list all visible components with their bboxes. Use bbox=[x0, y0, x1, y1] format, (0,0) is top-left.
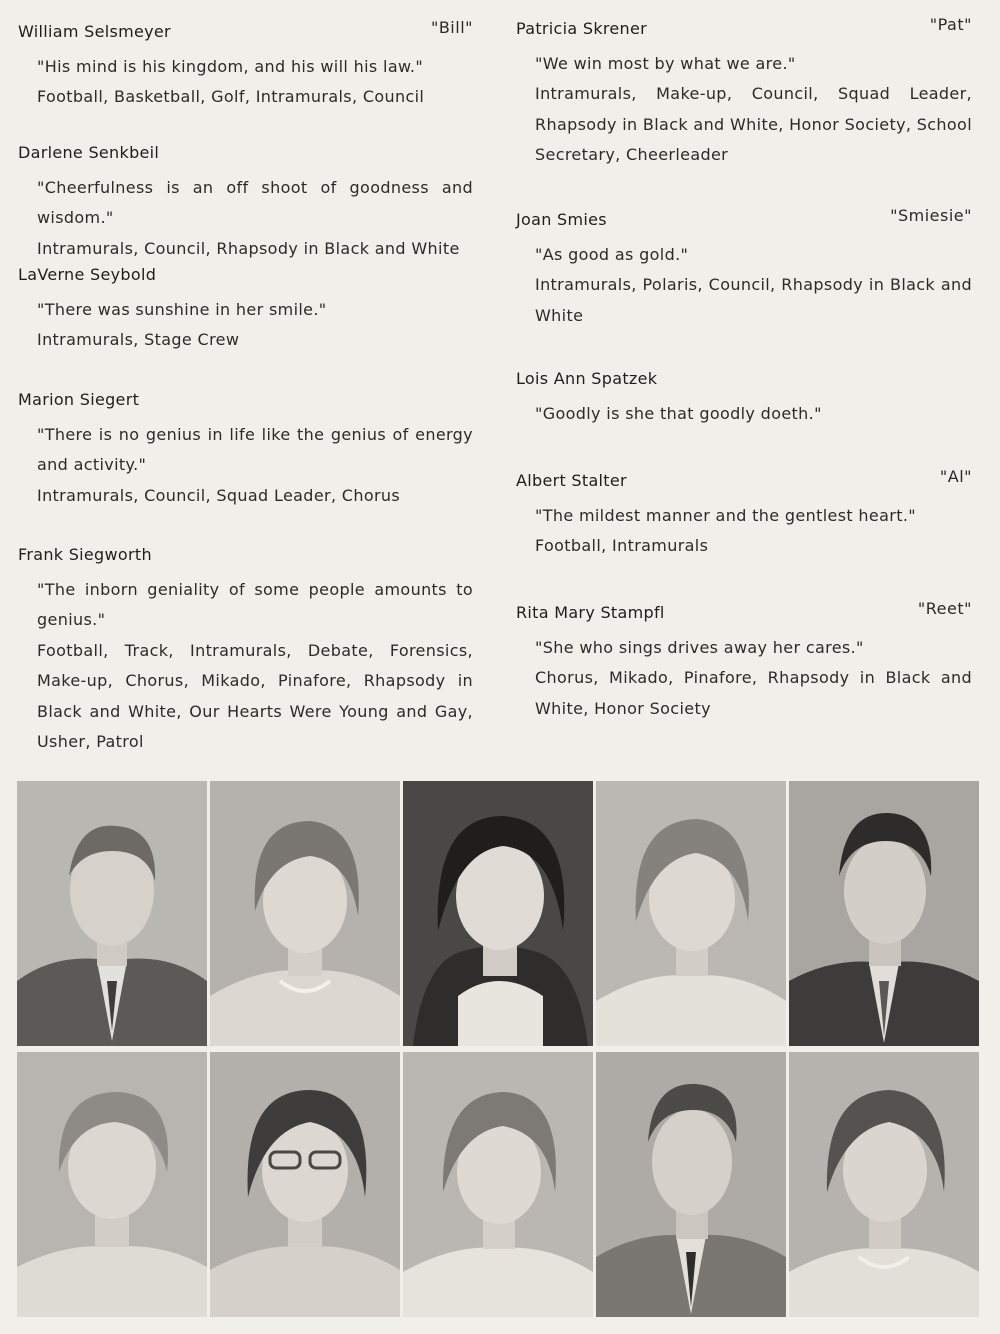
portrait-photo bbox=[17, 1052, 207, 1317]
student-entry-senkbeil bbox=[18, 143, 473, 264]
student-name: Marion Siegert bbox=[18, 390, 140, 409]
student-nickname: "Reet" bbox=[917, 599, 972, 618]
student-name: Rita Mary Stampfl bbox=[516, 603, 665, 622]
student-quote: "She who sings drives away her cares." bbox=[535, 638, 864, 657]
portrait-photo bbox=[789, 781, 979, 1046]
student-activities: Intramurals, Make-up, Council, Squad Leader, Rhapsody in Black and White, Honor Society, School Secretary, Cheerleader bbox=[535, 84, 972, 165]
student-nickname: "Smiesie" bbox=[890, 206, 972, 225]
student-nickname: "Pat" bbox=[929, 15, 972, 34]
portrait-photo bbox=[596, 1052, 786, 1317]
student-name: Patricia Skrener bbox=[516, 19, 648, 38]
student-nickname: "Al" bbox=[939, 467, 972, 486]
student-name: Frank Siegworth bbox=[18, 545, 152, 564]
portrait-photo bbox=[596, 781, 786, 1046]
student-activities: Football, Intramurals bbox=[535, 536, 709, 556]
student-name: Albert Stalter bbox=[516, 471, 627, 490]
student-entry-stampfl bbox=[516, 599, 972, 724]
portrait-photo bbox=[403, 781, 593, 1046]
portrait-photo bbox=[210, 1052, 400, 1317]
student-name: William Selsmeyer bbox=[18, 22, 171, 41]
portrait-photo bbox=[210, 781, 400, 1046]
student-entry-selsmeyer bbox=[18, 18, 473, 113]
student-activities: Intramurals, Stage Crew bbox=[37, 330, 240, 350]
student-entry-stalter bbox=[516, 467, 972, 562]
student-activities: Football, Basketball, Golf, Intramurals, Council bbox=[37, 87, 425, 107]
student-quote: "Goodly is she that goodly doeth." bbox=[535, 404, 822, 423]
student-quote: "The inborn geniality of some people amounts to genius." bbox=[37, 580, 473, 630]
student-entry-siegert bbox=[18, 390, 473, 511]
student-entry-siegworth bbox=[18, 545, 473, 757]
student-quote: "As good as gold." bbox=[535, 245, 689, 264]
portrait-photo bbox=[403, 1052, 593, 1317]
student-activities: Intramurals, Council, Squad Leader, Chorus bbox=[37, 485, 401, 505]
student-activities: Chorus, Mikado, Pinafore, Rhapsody in Black and White, Honor Society bbox=[535, 668, 972, 718]
student-quote: "There is no genius in life like the genius of energy and activity." bbox=[37, 425, 473, 475]
student-activities: Football, Track, Intramurals, Debate, Forensics, Make-up, Chorus, Mikado, Pinafore, Rhapsody in Black and White, Our Hearts Were Young and Gay, Usher, Patrol bbox=[37, 640, 473, 752]
student-entry-smies bbox=[516, 206, 972, 331]
student-name: Lois Ann Spatzek bbox=[516, 369, 658, 388]
student-entry-seybold bbox=[18, 265, 473, 356]
student-quote: "Cheerfulness is an off shoot of goodness and wisdom." bbox=[37, 178, 473, 228]
student-entry-skrener bbox=[516, 15, 972, 171]
portrait-photo bbox=[789, 1052, 979, 1317]
student-quote: "We win most by what we are." bbox=[535, 54, 796, 73]
student-nickname: "Bill" bbox=[430, 18, 473, 37]
student-activities: Intramurals, Council, Rhapsody in Black and White bbox=[37, 238, 460, 258]
portrait-grid bbox=[17, 779, 979, 1317]
student-activities: Intramurals, Polaris, Council, Rhapsody in Black and White bbox=[535, 275, 972, 325]
student-name: Joan Smies bbox=[516, 210, 607, 229]
student-name: LaVerne Seybold bbox=[18, 265, 157, 284]
student-quote: "The mildest manner and the gentlest heart." bbox=[535, 506, 916, 525]
portrait-photo bbox=[17, 781, 207, 1046]
student-quote: "His mind is his kingdom, and his will his law." bbox=[37, 57, 424, 76]
student-entry-spatzek bbox=[516, 369, 972, 429]
student-name: Darlene Senkbeil bbox=[18, 143, 160, 162]
student-quote: "There was sunshine in her smile." bbox=[37, 300, 327, 319]
